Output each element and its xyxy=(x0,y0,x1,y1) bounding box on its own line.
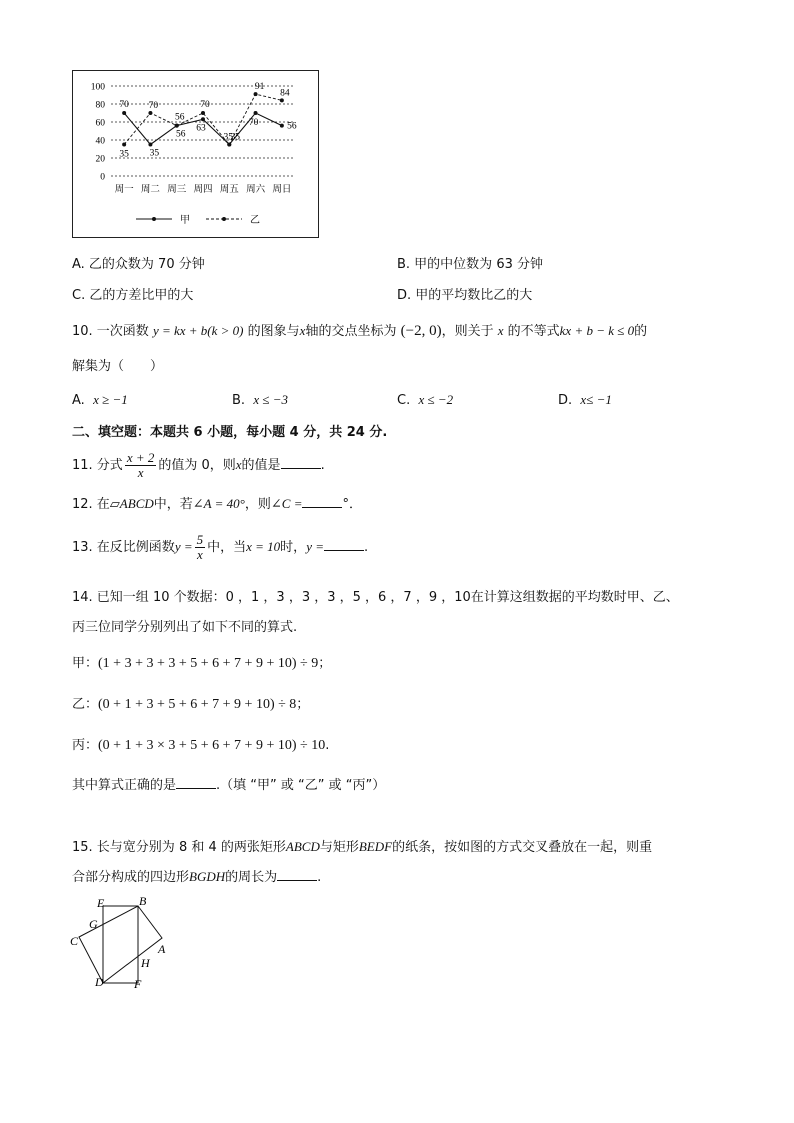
q11-fraction: $\frac{x + 2}{x}$ xyxy=(126,450,155,480)
q13-fraction: $\frac{5}{x}$ xyxy=(196,532,204,562)
q10-option-c: C. x ≤ −2 xyxy=(397,392,454,408)
q15-rect-bedf xyxy=(103,906,138,983)
chart-data-label: 35 xyxy=(149,148,160,159)
chart-y-tick-label: 80 xyxy=(95,100,105,111)
q10-point: (−2, 0) xyxy=(400,323,442,339)
chart-x-tick-label: 周四 xyxy=(193,184,213,195)
chart-point xyxy=(254,111,258,115)
q14-bing: 丙：(0 + 1 + 3 × 3 + 5 + 6 + 7 + 9 + 10) ÷ 10. xyxy=(72,738,330,753)
chart-point xyxy=(254,92,258,96)
chart-data-label: 84 xyxy=(280,88,290,99)
q15-label-b: B xyxy=(139,894,147,908)
chart-data-label: 56 xyxy=(175,129,186,140)
q14-yi: 乙：(0 + 1 + 3 + 5 + 6 + 7 + 9 + 10) ÷ 8； xyxy=(72,697,310,712)
q10-inequality: kx + b − k ≤ 0 xyxy=(559,323,635,338)
q10-option-d: D. x≤ −1 xyxy=(558,392,612,408)
q10-text-5: 的 xyxy=(634,324,648,339)
chart-point xyxy=(280,124,284,128)
q10-text-2: 轴的交点坐标为 xyxy=(305,324,397,339)
q15-label-c: C xyxy=(70,934,79,948)
chart-legend-label: 乙 xyxy=(250,215,260,226)
q15-label-f: F xyxy=(134,977,142,991)
chart-point xyxy=(122,143,126,147)
chart-y-tick-label: 40 xyxy=(95,136,105,147)
q14-stem-line1: 14. 已知一组 10 个数据：0 ，1 ，3 ，3 ，3 ，5 ，6 ，7 ，9 ，10在计算这组数据的平均数时甲、乙、 xyxy=(72,590,679,605)
chart-x-tick-label: 周日 xyxy=(272,184,292,195)
q13-stem: 13. 在反比例函数y = $\frac{5}{x}$ 中，当x = 10时，y = . xyxy=(72,532,369,562)
chart-data-label: 70 xyxy=(200,100,210,110)
q10-x-var: x xyxy=(299,323,306,338)
q15-label-g: G xyxy=(89,917,98,931)
q15-label-d: D xyxy=(95,975,104,989)
chart-data-label: 35 xyxy=(223,132,234,143)
q10-prefix: 10. 一次函数 xyxy=(72,324,149,339)
chart-y-tick-label: 100 xyxy=(90,82,105,93)
chart-point xyxy=(280,98,284,102)
q12-stem: 12. 在▱ABCD中，若∠A = 40°，则∠C = °． xyxy=(72,496,362,512)
chart-data-label: 63 xyxy=(196,123,206,134)
chart-legend-label: 甲 xyxy=(180,215,190,226)
chart-point xyxy=(122,111,126,115)
q15-label-e: E xyxy=(97,896,105,910)
chart-y-tick-label: 0 xyxy=(100,172,105,183)
chart-data-label: 35 xyxy=(119,149,129,160)
q14-jia: 甲：(1 + 3 + 3 + 3 + 5 + 6 + 7 + 9 + 10) ÷ 9； xyxy=(72,656,332,671)
q14-answer-blank xyxy=(176,776,216,789)
q9-option-c: C. 乙的方差比甲的大 xyxy=(72,288,194,303)
chart-data-label: 35 xyxy=(230,132,241,143)
chart-data-label: 56 xyxy=(287,121,297,132)
q10-stem-line1 xyxy=(72,322,647,341)
chart-x-tick-label: 周六 xyxy=(246,184,266,195)
chart-x-tick-label: 周一 xyxy=(114,184,134,195)
q10-x-var-2: x xyxy=(497,323,504,338)
q10-option-a: A. x ≥ −1 xyxy=(72,392,128,408)
chart-data-label: 70 xyxy=(248,118,259,128)
q9-option-b: B. 甲的中位数为 63 分钟 xyxy=(397,257,543,272)
q12-answer-blank xyxy=(302,495,342,508)
q11-stem: 11. 分式 $\frac{x + 2}{x}$ 的值为 0，则x的值是 . xyxy=(72,450,325,480)
chart-x-tick-label: 周五 xyxy=(219,184,239,195)
line-chart-figure xyxy=(72,70,319,238)
q10-option-b: B. x ≤ −3 xyxy=(232,392,289,408)
chart-y-tick-label: 60 xyxy=(95,118,105,129)
q15-answer-blank xyxy=(277,868,317,881)
q10-text-3: ，则关于 xyxy=(441,324,494,339)
line-chart-svg xyxy=(73,71,320,239)
q15-stem-line1: 15. 长与宽分别为 8 和 4 的两张矩形ABCD与矩形BEDF的纸条，按如图的方式交叉叠放在一起，则重 xyxy=(72,839,653,855)
chart-legend-marker xyxy=(222,217,226,221)
q10-function: y = kx + b(k > 0) xyxy=(152,323,244,338)
chart-point xyxy=(201,111,205,115)
q9-option-a: A. 乙的众数为 70 分钟 xyxy=(72,257,205,272)
chart-y-tick-label: 20 xyxy=(95,154,105,165)
chart-data-label: 56 xyxy=(174,112,185,123)
q10-text-1: 的图象与 xyxy=(247,324,300,339)
q15-label-a: A xyxy=(158,942,166,956)
q15-label-h: H xyxy=(141,956,150,970)
q11-answer-blank xyxy=(281,456,321,469)
q10-stem-line2: 解集为（ ） xyxy=(72,359,164,374)
chart-x-tick-label: 周二 xyxy=(140,184,160,195)
q15-figure xyxy=(66,893,176,993)
chart-data-label: 70 xyxy=(119,100,129,110)
q10-text-4: 的不等式 xyxy=(507,324,560,339)
q14-stem-line2: 丙三位同学分别列出了如下不同的算式. xyxy=(72,620,298,635)
chart-data-label: 91 xyxy=(254,82,265,93)
chart-point xyxy=(175,124,179,128)
chart-data-label: 70 xyxy=(148,101,159,111)
chart-point xyxy=(148,143,152,147)
q15-stem-line2: 合部分构成的四边形BGDH的周长为 . xyxy=(72,869,322,885)
chart-point xyxy=(148,111,152,115)
chart-x-tick-label: 周三 xyxy=(167,184,187,195)
q14-answer-line: 其中算式正确的是 .（填 “甲” 或 “乙” 或 “丙”） xyxy=(72,778,386,793)
chart-point xyxy=(227,143,231,147)
chart-legend-marker xyxy=(152,217,156,221)
chart-point xyxy=(201,117,205,121)
section2-title: 二、填空题：本题共 6 小题，每小题 4 分，共 24 分. xyxy=(72,425,388,440)
q13-answer-blank xyxy=(324,538,364,551)
q9-option-d: D. 甲的平均数比乙的大 xyxy=(397,288,533,303)
